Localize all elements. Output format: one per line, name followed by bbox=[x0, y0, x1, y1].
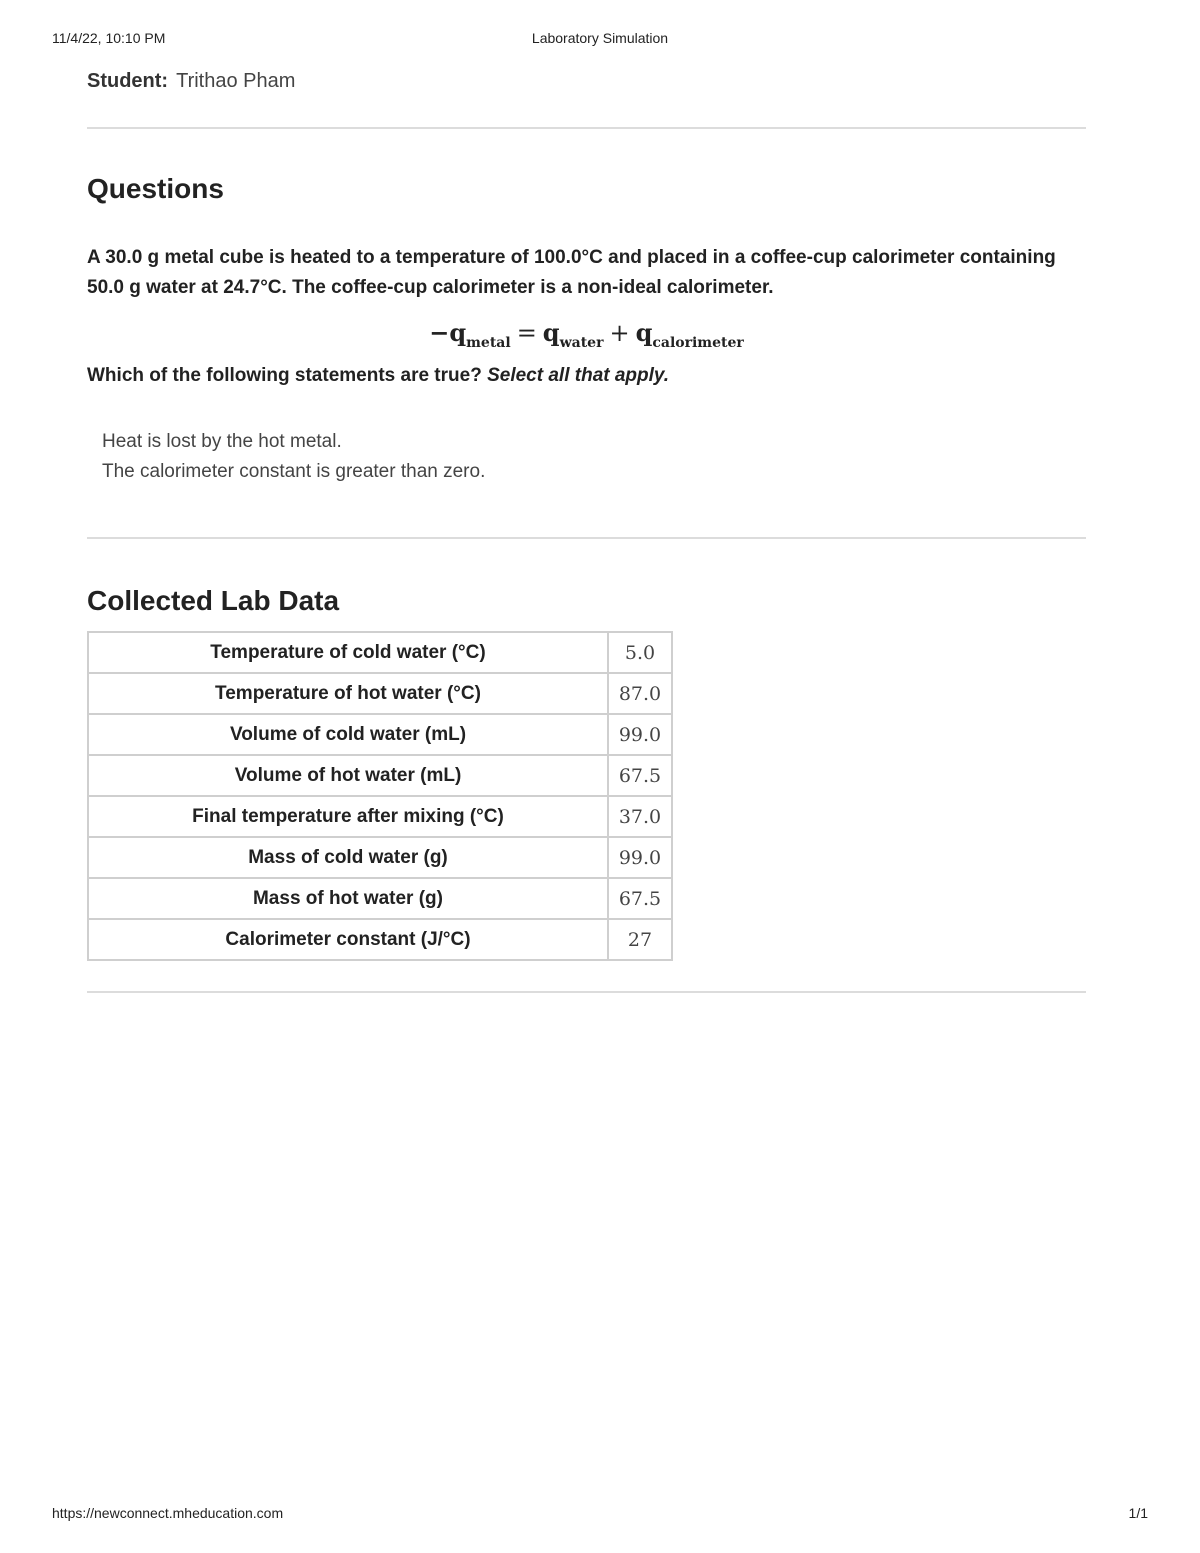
parameter-cell: Volume of hot water (mL) bbox=[88, 755, 608, 796]
equation-equals: = bbox=[516, 319, 537, 347]
print-date: 11/4/22, 10:10 PM bbox=[52, 30, 166, 46]
table-row bbox=[88, 878, 672, 919]
parameter-cell: Temperature of cold water (°C) bbox=[88, 632, 608, 673]
answer-item: The calorimeter constant is greater than zero. bbox=[102, 461, 486, 482]
student-line bbox=[87, 66, 1086, 96]
table-row bbox=[88, 673, 672, 714]
table-row bbox=[88, 837, 672, 878]
print-url[interactable]: https://newconnect.mheducation.com bbox=[52, 1505, 284, 1521]
print-footer bbox=[52, 1505, 1148, 1523]
print-header bbox=[52, 30, 1148, 48]
table-row bbox=[88, 919, 672, 960]
parameter-cell: Volume of cold water (mL) bbox=[88, 714, 608, 755]
selected-answers bbox=[102, 427, 1086, 487]
value-cell: 5.0 bbox=[608, 632, 672, 673]
equation-plus: + bbox=[609, 319, 630, 347]
equation-sub-water: water bbox=[559, 334, 604, 351]
value-cell: 67.5 bbox=[608, 755, 672, 796]
table-row bbox=[88, 714, 672, 755]
value-cell: 99.0 bbox=[608, 837, 672, 878]
value-cell: 37.0 bbox=[608, 796, 672, 837]
report-content bbox=[87, 66, 1086, 993]
print-page-title: Laboratory Simulation bbox=[531, 30, 669, 46]
parameter-cell: Temperature of hot water (°C) bbox=[88, 673, 608, 714]
heat-balance-equation bbox=[87, 317, 1086, 349]
divider bbox=[87, 127, 1086, 129]
equation-minus: − bbox=[429, 318, 450, 347]
lab-data-heading: Collected Lab Data bbox=[87, 585, 340, 616]
print-page-number: 1/1 bbox=[1128, 1505, 1148, 1521]
student-name: Trithao Pham bbox=[176, 70, 296, 92]
table-row bbox=[88, 755, 672, 796]
student-label: Student: bbox=[87, 70, 169, 92]
value-cell: 99.0 bbox=[608, 714, 672, 755]
parameter-cell: Mass of hot water (g) bbox=[88, 878, 608, 919]
prompt-text: Which of the following statements are true? bbox=[87, 365, 482, 386]
equation-sub-metal: metal bbox=[466, 334, 511, 351]
equation-q-water: q bbox=[542, 318, 560, 347]
value-cell: 67.5 bbox=[608, 878, 672, 919]
divider bbox=[87, 537, 1086, 539]
lab-data-table bbox=[87, 631, 673, 961]
prompt-emphasis: Select all that apply. bbox=[487, 365, 670, 386]
table-row bbox=[88, 796, 672, 837]
questions-heading: Questions bbox=[87, 173, 224, 204]
parameter-cell: Final temperature after mixing (°C) bbox=[88, 796, 608, 837]
value-cell: 87.0 bbox=[608, 673, 672, 714]
parameter-cell: Calorimeter constant (J/°C) bbox=[88, 919, 608, 960]
divider bbox=[87, 991, 1086, 993]
answer-item: Heat is lost by the hot metal. bbox=[102, 431, 342, 452]
parameter-cell: Mass of cold water (g) bbox=[88, 837, 608, 878]
equation-sub-calorimeter: calorimeter bbox=[652, 334, 744, 351]
question-prompt bbox=[87, 361, 1086, 391]
equation-q-calorimeter: q bbox=[635, 318, 653, 347]
equation-q-metal: q bbox=[449, 318, 467, 347]
table-row bbox=[88, 632, 672, 673]
value-cell: 27 bbox=[608, 919, 672, 960]
question-text: A 30.0 g metal cube is heated to a temperature of 100.0°C and placed in a coffee-cup calorimeter containing 50.0 g water at 24.7°C. The coffee-cup calorimeter is a non-ideal calorimeter. bbox=[87, 247, 1056, 298]
